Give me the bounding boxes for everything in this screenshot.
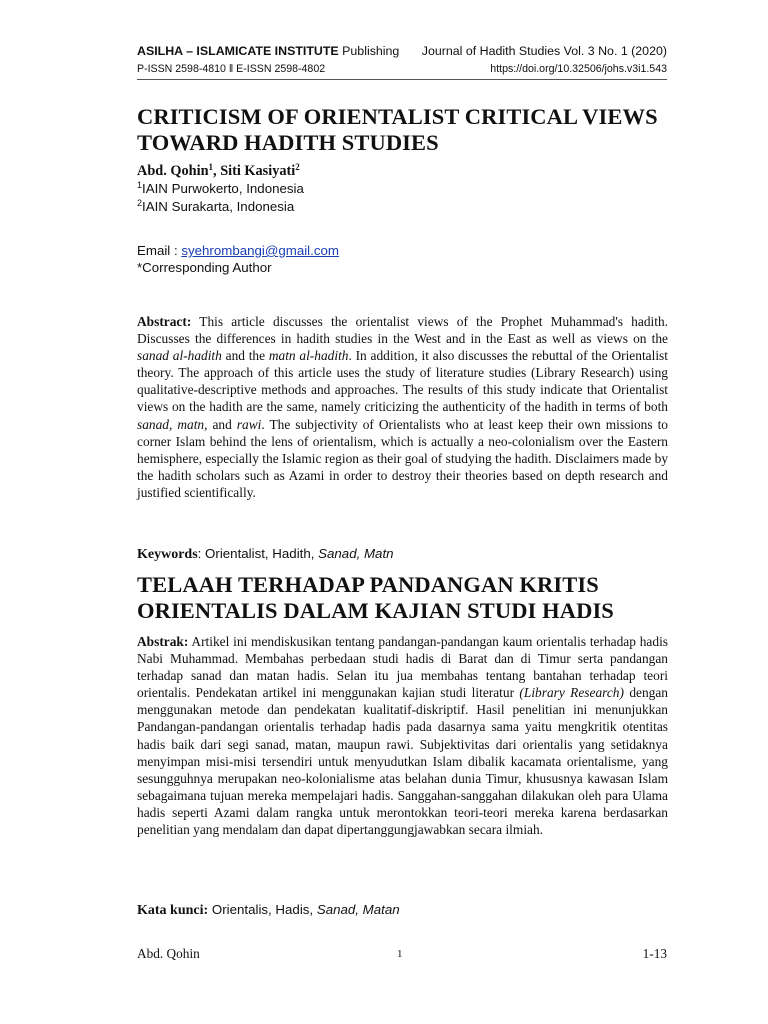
publisher-suffix: Publishing xyxy=(338,44,400,58)
page-number: 1 xyxy=(397,948,403,960)
abstrak-italic-term: (Library Research) xyxy=(519,685,624,701)
kata-kunci-text: Orientalis, Hadis, xyxy=(208,902,317,917)
abstrak-text: Artikel ini mendiskusikan tentang pandangan-pandangan kaum orientalis terhadap hadis Nabi Muhammad. Membahas perbedaan studi hadis di Barat dan di Timur serta pandangan terhadap sanad dan matan hadis. Selan itu jua membahas tentang bantahan terhadap teori orientalis. Pendekatan artikel ini menggunakan kajian studi literatur xyxy=(137,634,668,701)
abstract-text: . The subjectivity of Orientalists who at least keep their own missions to corner Islam behind the lens of orientalism, which is actually a neo-colonialism over the Eastern hemisphere, especially the Islamic region as their goal of studying the hadith. Disclaimers made by the hadith scholars such as Azami in order to destroy their theories based on depth research and justified scientifically. xyxy=(137,416,669,500)
keywords-english xyxy=(137,546,394,563)
author-2-mark: 2 xyxy=(295,162,300,172)
kata-kunci-label: Kata kunci: xyxy=(137,903,209,918)
header-divider xyxy=(137,79,667,80)
author-separator: , xyxy=(213,163,221,179)
email-link[interactable]: syehrombangi@gmail.com xyxy=(181,243,339,258)
keywords-indonesian xyxy=(137,902,400,919)
affiliation-1 xyxy=(137,181,304,196)
page-range: 1-13 xyxy=(642,946,667,961)
author-1: Abd. Qohin xyxy=(137,163,209,179)
title-english xyxy=(137,104,668,156)
email-label: Email : xyxy=(137,243,182,258)
publisher-name: ASILHA – ISLAMICATE INSTITUTE xyxy=(137,44,339,58)
author-1-mark: 1 xyxy=(208,162,214,172)
author-list xyxy=(137,163,300,180)
publisher-line xyxy=(137,44,399,58)
abstract-indonesian xyxy=(137,633,668,838)
abstrak-label: Abstrak: xyxy=(137,634,189,649)
author-2: Siti Kasiyati xyxy=(220,163,296,179)
abstract-italic-term: sanad, matn, xyxy=(137,416,208,432)
abstract-italic-term: sanad al-hadith xyxy=(137,348,222,364)
kata-kunci-italic: Sanad, Matan xyxy=(316,902,400,917)
email-line xyxy=(137,243,339,258)
abstract-text: and xyxy=(207,416,237,432)
keywords-label: Keywords xyxy=(137,547,198,562)
title-indonesian-line2: ORIENTALIS DALAM KAJIAN STUDI HADIS xyxy=(137,598,614,623)
abstract-italic-term: rawi xyxy=(236,416,262,432)
abstract-label: Abstract: xyxy=(137,314,192,329)
abstract-italic-term: matn al-hadith xyxy=(268,348,349,364)
journal-citation: Journal of Hadith Studies Vol. 3 No. 1 (2020) xyxy=(421,44,667,58)
abstrak-text: dengan menggunakan metode dan pendekatan kualitatif-diskriptif. Hasil penelitian ini menunjukkan Pandangan-pandangan orientalis terhadap hadis pada dasarnya sama yaitu mengkritik otentitas hadis baik dari segi sanad, matan, maupun rawi. Subjektivitas dari orientalis yang setidaknya menyimpan misi-misi tersendiri untuk menyudutkan Islam dibalik kacamata orientalisme, yang sesungguhnya merupakan neo-kolonialisme atas belahan dunia Timur, khususnya kawasan Islam sebagaimana tujuan mereka mempelajari hadis. Sanggahan-sanggahan dilakukan oleh para Ulama hadis seperti Azami dalam rangka untuk merontokkan teori-teori mereka karena berdasarkan penelitian yang mendalam dan dapat dipertanggungjawabkan secara ilmiah. xyxy=(137,685,669,838)
title-indonesian xyxy=(137,572,668,624)
abstract-text: and the xyxy=(221,348,269,364)
affiliation-2-text: IAIN Surakarta, Indonesia xyxy=(142,199,295,214)
footer-author: Abd. Qohin xyxy=(137,946,200,961)
corresponding-author-note: *Corresponding Author xyxy=(137,260,272,275)
abstract-text: This article discusses the orientalist views of the Prophet Muhammad's hadith. Discusses the differences in hadith studies in the West and in the East as well as views on the xyxy=(137,314,668,347)
issn-text: P-ISSN 2598-4810 ǁ E-ISSN 2598-4802 xyxy=(137,63,326,75)
title-indonesian-line1: TELAAH TERHADAP PANDANGAN KRITIS xyxy=(137,572,599,597)
abstract-english xyxy=(137,313,668,501)
keywords-italic: Sanad, Matn xyxy=(318,546,394,561)
keywords-text: : Orientalist, Hadith, xyxy=(197,546,319,561)
title-english-line1: CRITICISM OF ORIENTALIST CRITICAL VIEWS xyxy=(137,104,658,129)
abstract-text: . In addition, it also discusses the rebuttal of the Orientalist theory. The approach of this article uses the study of literature studies (Library Research) using qualitative-descriptive methods and approaches. The results of this study indicate that Orientalist views on the hadith are the same, namely criticizing the authenticity of the hadith in terms of both xyxy=(137,348,668,415)
affiliation-1-text: IAIN Purwokerto, Indonesia xyxy=(142,181,304,196)
doi-link[interactable]: https://doi.org/10.32506/johs.v3i1.543 xyxy=(490,63,667,75)
affiliation-2-mark: 2 xyxy=(137,198,143,208)
title-english-line2: TOWARD HADITH STUDIES xyxy=(137,130,439,155)
affiliation-2 xyxy=(137,199,294,214)
affiliation-1-mark: 1 xyxy=(137,180,143,190)
